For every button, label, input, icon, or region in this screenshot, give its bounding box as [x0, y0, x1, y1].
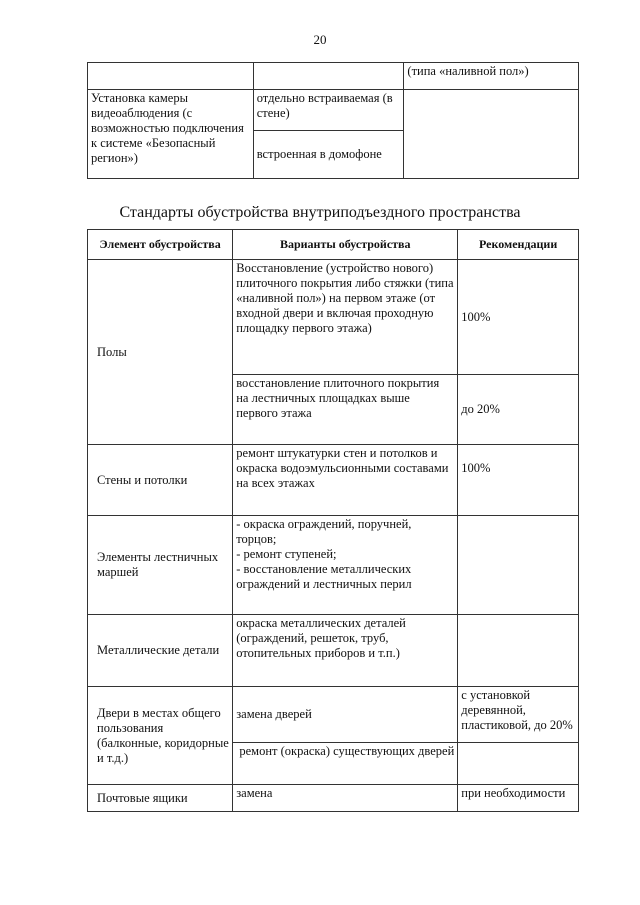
top-table: [87, 62, 579, 179]
table-row: [88, 90, 579, 131]
header-row: [88, 230, 579, 260]
table-row: [88, 445, 579, 516]
element-cell: Металлические детали: [88, 615, 233, 687]
rec-cell: 100%: [458, 260, 579, 375]
section-title: Стандарты обустройства внутриподъездного пространства: [119, 204, 521, 221]
header-rec: Рекомендации: [458, 230, 579, 260]
option-cell: замена дверей: [233, 687, 458, 743]
option-cell: Восстановление (устройство нового) плиточного покрытия либо стяжки (типа «наливной пол») на первом этаже (от входной двери и включая проходную площадку первого этажа): [233, 260, 458, 375]
table-row: [88, 516, 579, 615]
table-row: [88, 63, 579, 90]
element-cell: Элементы лестничных маршей: [88, 516, 233, 615]
rec-cell: с установкой деревянной, пластиковой, до 20%: [458, 687, 579, 743]
table-cell: [88, 63, 254, 90]
rec-cell: [458, 516, 579, 615]
table-row: [88, 785, 579, 812]
table-row: [88, 260, 579, 375]
element-cell: Стены и потолки: [88, 445, 233, 516]
table-row: [88, 615, 579, 687]
element-cell: Установка камеры видеоаблюдения (с возможностью подключения к системе «Безопасный регион»): [88, 90, 254, 179]
table-row: [88, 687, 579, 743]
header-options: Варианты обустройства: [233, 230, 458, 260]
page-number: 20: [313, 32, 327, 47]
option-cell: отдельно встраиваемая (в стене): [253, 90, 404, 131]
standards-table: [87, 229, 579, 812]
option-cell: ремонт (окраска) существующих дверей: [233, 743, 458, 785]
rec-cell: [458, 615, 579, 687]
rec-cell: [404, 90, 579, 179]
rec-cell: 100%: [458, 445, 579, 516]
element-cell: Двери в местах общего пользования (балконные, коридорные и т.д.): [88, 687, 233, 785]
option-cell: ремонт штукатурки стен и потолков и окраска водоэмульсионными составами на всех этажах: [233, 445, 458, 516]
option-cell: восстановление плиточного покрытия на лестничных площадках выше первого этажа: [233, 375, 458, 445]
rec-cell: до 20%: [458, 375, 579, 445]
option-cell: - окраска ограждений, поручней, торцов; - ремонт ступеней; - восстановление металлических ограждений и лестничных перил: [233, 516, 458, 615]
table-cell: [253, 63, 404, 90]
element-cell: Почтовые ящики: [88, 785, 233, 812]
header-element: Элемент обустройства: [88, 230, 233, 260]
table-cell: (типа «наливной пол»): [404, 63, 579, 90]
rec-cell: при необходимости: [458, 785, 579, 812]
option-cell: замена: [233, 785, 458, 812]
option-cell: встроенная в домофоне: [253, 131, 404, 179]
element-cell: Полы: [88, 260, 233, 445]
rec-cell: [458, 743, 579, 785]
option-cell: окраска металлических деталей (ограждений, решеток, труб, отопительных приборов и т.п.): [233, 615, 458, 687]
